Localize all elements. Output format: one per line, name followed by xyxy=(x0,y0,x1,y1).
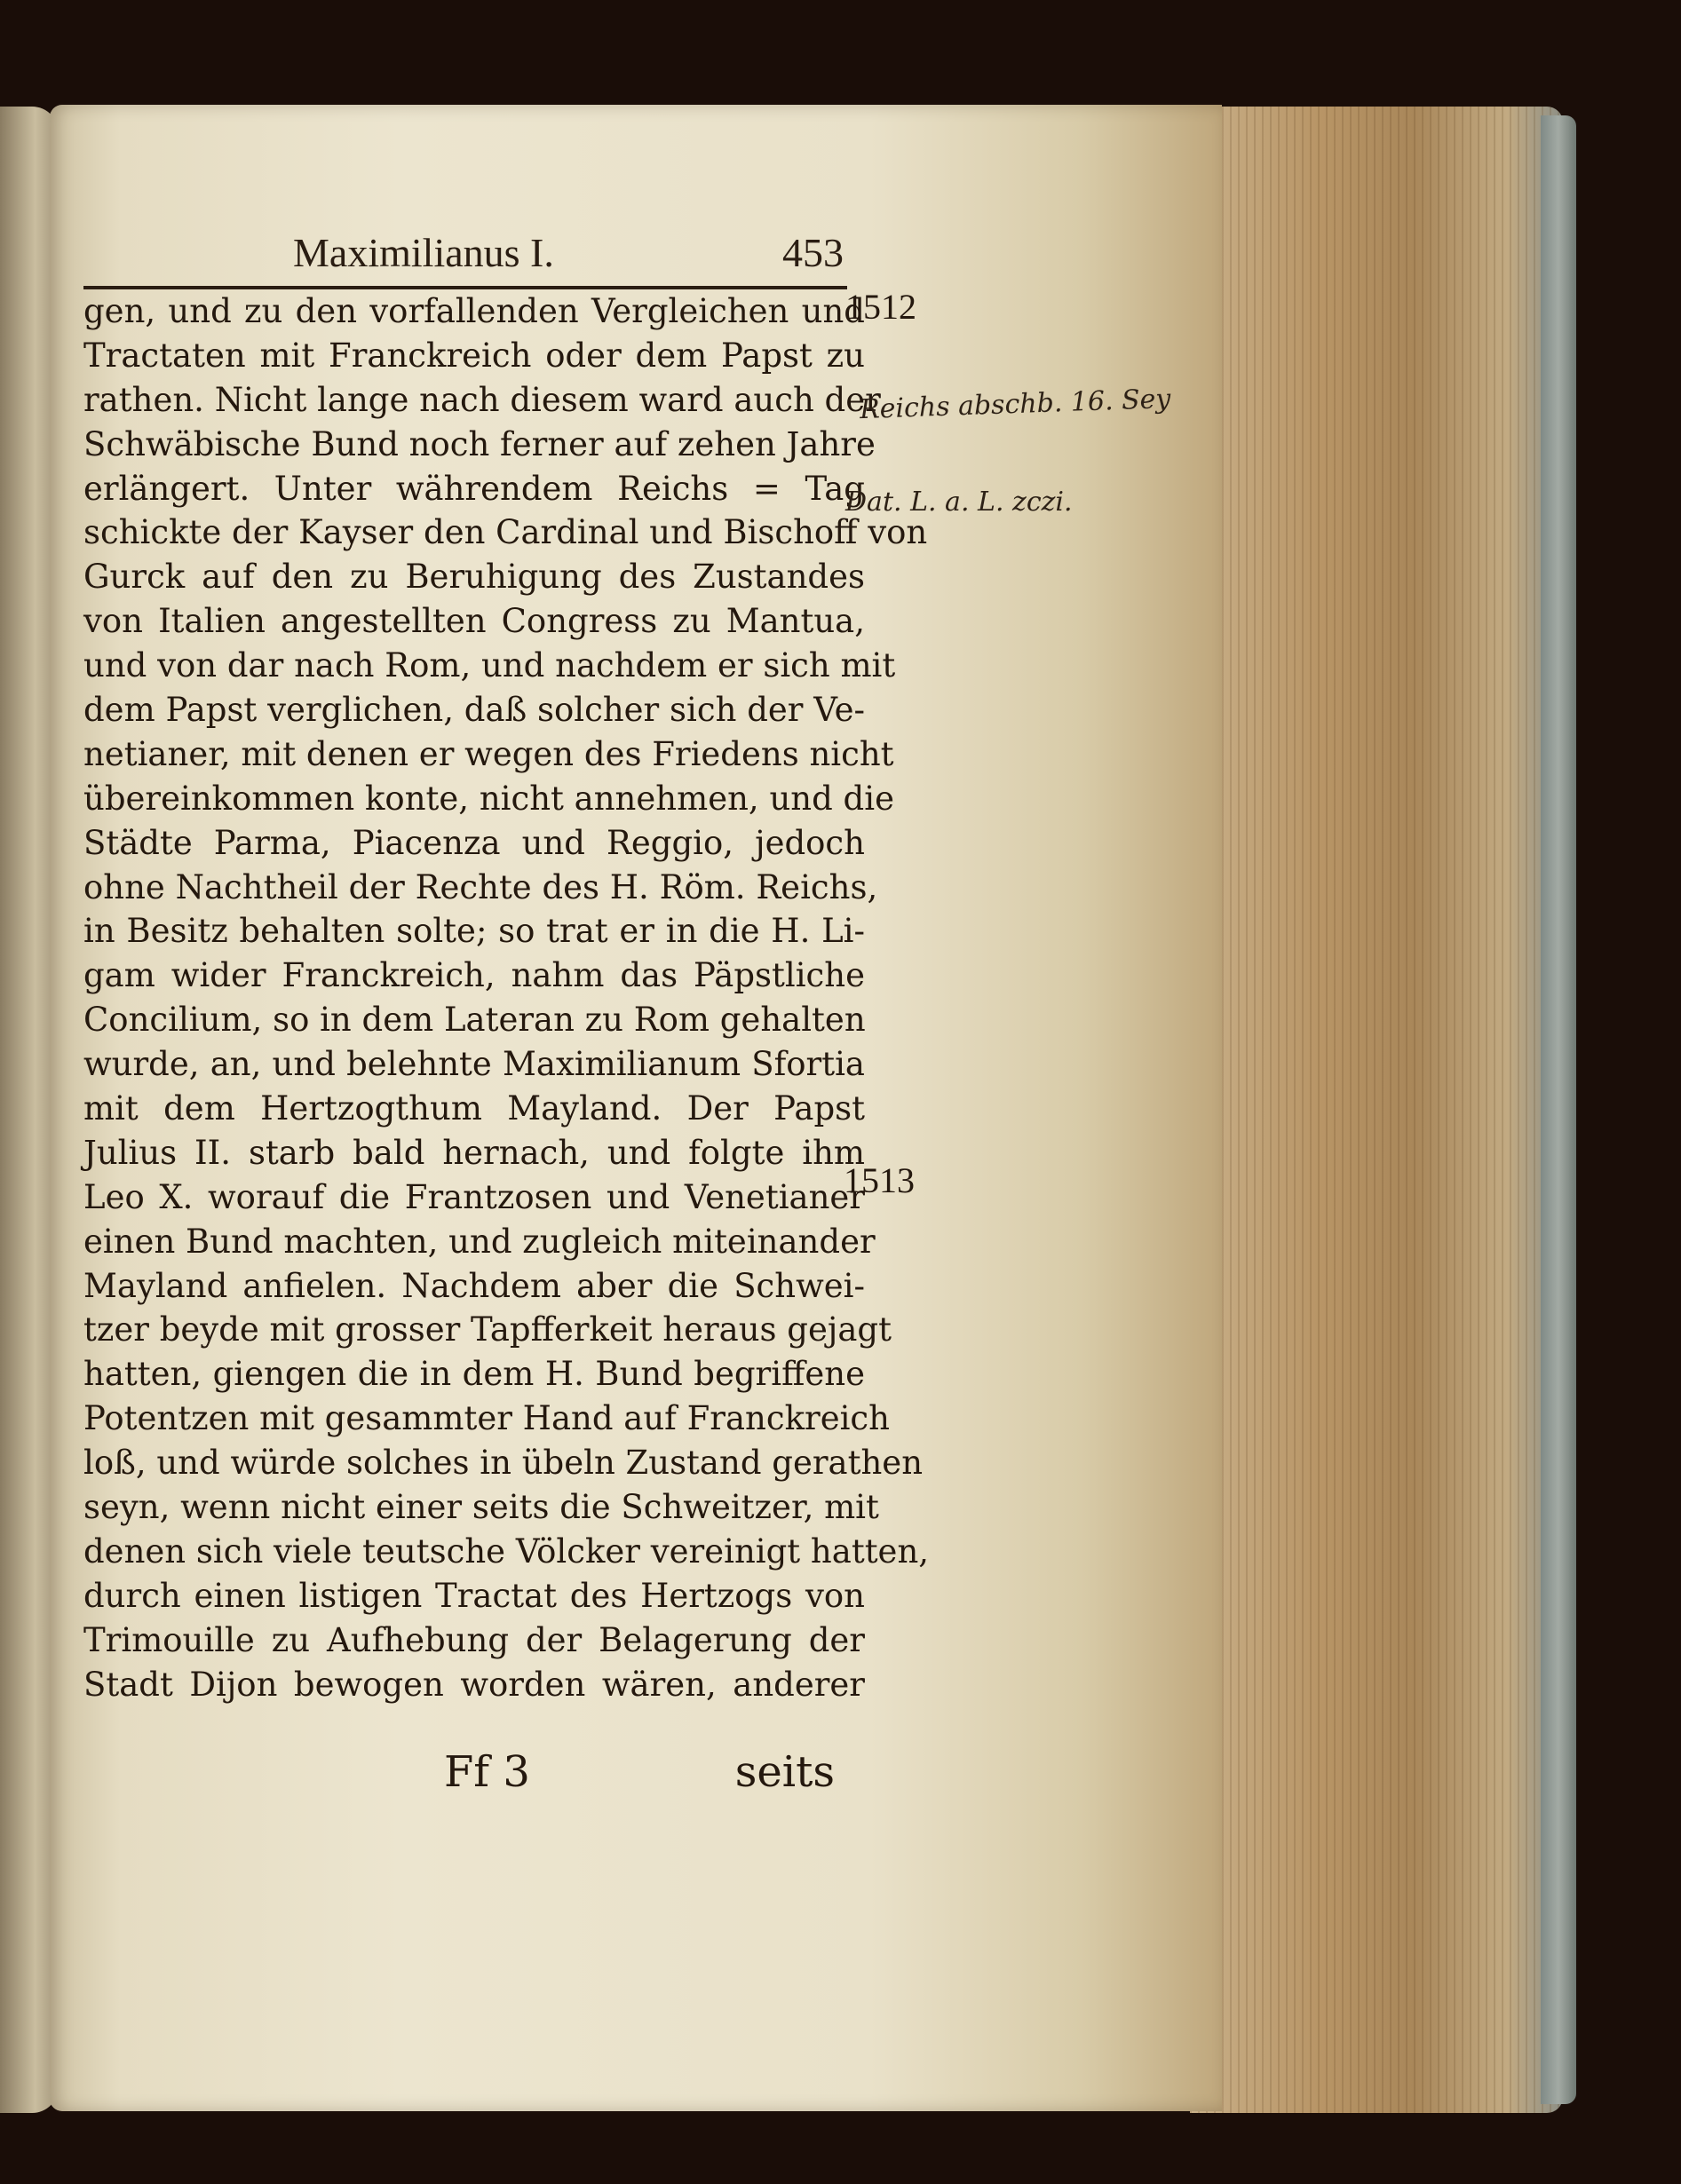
text-line: und von dar nach Rom, und nachdem er sich mit xyxy=(83,646,896,685)
text-line: erlängert. Unter währendem Reichs = Tag xyxy=(83,469,865,508)
text-line: übereinkommen konte, nicht annehmen, und die xyxy=(83,779,894,818)
text-line: gen, und zu den vorfallenden Vergleichen und xyxy=(83,292,865,330)
text-line: gam wider Franckreich, nahm das Päpstliche xyxy=(83,956,865,995)
text-line: ohne Nachtheil der Rechte des H. Röm. Reichs, xyxy=(83,867,878,906)
text-line: durch einen listigen Tractat des Hertzogs von xyxy=(83,1576,865,1615)
text-line: von Italien angestellten Congress zu Mantua, xyxy=(83,602,865,641)
page-number: 453 xyxy=(782,230,844,275)
running-header xyxy=(293,229,844,282)
text-line: Städte Parma, Piacenza und Reggio, jedoch xyxy=(83,823,865,862)
text-line: Mayland anfielen. Nachdem aber die Schwei- xyxy=(83,1266,865,1305)
catchword: seits xyxy=(734,1747,835,1797)
text-line: wurde, an, und belehnte Maximilianum Sfortia xyxy=(83,1045,865,1084)
text-line: Tractaten mit Franckreich oder dem Papst zu xyxy=(83,336,865,375)
text-line: hatten, giengen die in dem H. Bund begriffene xyxy=(83,1355,865,1394)
signature-mark: Ff 3 xyxy=(444,1747,530,1797)
page-footer xyxy=(444,1747,835,1800)
text-line: Potentzen mit gesammter Hand auf Franckreich xyxy=(83,1399,890,1438)
text-line: tzer beyde mit grosser Tapfferkeit heraus gejagt xyxy=(83,1310,892,1349)
text-line: rathen. Nicht lange nach diesem ward auch der xyxy=(83,380,881,419)
text-line: schickte der Kayser den Cardinal und Bischoff von xyxy=(83,513,928,552)
text-line: einen Bund machten, und zugleich miteinander xyxy=(83,1222,876,1261)
text-line: Concilium, so in dem Lateran zu Rom gehalten xyxy=(83,1001,866,1040)
text-line: mit dem Hertzogthum Mayland. Der Papst xyxy=(83,1089,865,1128)
text-line: Julius II. starb bald hernach, und folgte ihm xyxy=(83,1133,865,1172)
margin-year-1513: 1513 xyxy=(844,1160,915,1200)
text-line: netianer, mit denen er wegen des Friedens nicht xyxy=(83,734,894,773)
book-fore-edge xyxy=(1190,107,1563,2113)
text-line: seyn, wenn nicht einer seits die Schweitzer, mit xyxy=(83,1488,879,1527)
text-line: Schwäbische Bund noch ferner auf zehen Jahre xyxy=(83,424,876,463)
handwritten-note-1: Reichs abschb. 16. Sey xyxy=(859,383,1171,426)
text-line: loß, und würde solches in übeln Zustand gerathen xyxy=(83,1444,924,1483)
book-cover-edge xyxy=(1541,115,1576,2104)
margin-year-1512: 1512 xyxy=(845,287,916,327)
text-line: denen sich viele teutsche Völcker vereinigt hatten, xyxy=(83,1531,930,1571)
text-line: Gurck auf den zu Beruhigung des Zustandes xyxy=(83,558,865,597)
handwritten-note-2: Dat. L. a. L. zczi. xyxy=(845,487,1073,518)
text-line: Stadt Dijon bewogen worden wären, anderer xyxy=(83,1665,865,1704)
text-line: dem Papst verglichen, daß solcher sich der Ve- xyxy=(83,691,865,730)
text-line: Trimouille zu Aufhebung der Belagerung der xyxy=(83,1620,865,1659)
text-line: in Besitz behalten solte; so trat er in die H. Li- xyxy=(83,912,865,951)
text-line: Leo X. worauf die Frantzosen und Venetianer xyxy=(83,1177,865,1216)
running-title: Maximilianus I. xyxy=(293,230,554,275)
